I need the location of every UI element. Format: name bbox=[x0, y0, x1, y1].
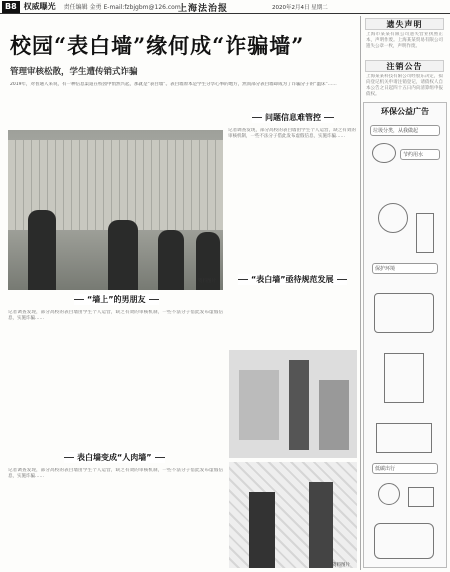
ad-doodle bbox=[416, 213, 434, 253]
section-heading: “墙上”的男朋友 bbox=[74, 294, 159, 305]
notice-text-lost: 上海市某某有限公司遗失营业执照正本，声明作废。上海某某贸易有限公司遗失公章一枚，声明作废。 bbox=[366, 32, 443, 49]
section-heading: “表白墙”亟待规范发展 bbox=[238, 274, 347, 285]
article-lead: 2019年，对普通人来说，有一种信息渠道在校园中悄然兴起，那就是“表白墙”。表白墙原本是学生分享心事的地方，然而部分表白墙却成为了诈骗分子的“温床”…… bbox=[10, 82, 337, 87]
masthead: 上海法治报 bbox=[178, 4, 229, 14]
issue-date: 2020年2月4日 星期二 bbox=[272, 5, 328, 11]
ad-doodle bbox=[372, 143, 396, 163]
ad-note: 垃圾分类，从我做起 bbox=[370, 125, 440, 136]
photo-figure bbox=[28, 210, 56, 290]
ad-doodle bbox=[378, 483, 400, 505]
body-text: 记者调查发现，部分高校的表白墙由学生个人运营，缺乏有效的审核机制，一些不法分子借此发布虚假信息，实施诈骗…… bbox=[8, 468, 223, 480]
ad-doodle bbox=[374, 293, 434, 333]
photo-figure bbox=[108, 220, 138, 290]
notice-text-cancel: 上海某某科技有限公司经股东决定，拟向登记机关申请注销登记，请债权人自本公告之日起四十五日内向清算组申报债权。 bbox=[366, 74, 443, 97]
editor-line: 责任编辑 金勇 E-mail:fzbjgbm@126.com bbox=[63, 4, 181, 11]
ad-title: 环保公益广告 bbox=[381, 107, 429, 116]
main-article bbox=[2, 16, 358, 570]
photo-caption: 资料图片 bbox=[198, 279, 216, 284]
ad-note: 节约用水 bbox=[400, 149, 440, 160]
ad-doodle bbox=[408, 487, 434, 507]
section-name: 权威曝光 bbox=[23, 2, 56, 11]
notice-title-cancel: 注销公告 bbox=[365, 60, 444, 72]
article-title: 校园“表白墙”缘何成“诈骗墙” bbox=[10, 33, 305, 58]
photo-figure bbox=[158, 230, 184, 290]
ad-note: 低碳出行 bbox=[372, 463, 438, 474]
ad-note: 保护环境 bbox=[372, 263, 438, 274]
photo-street-booth bbox=[229, 350, 357, 458]
section-heading: 表白墙变成“人肉墙” bbox=[64, 452, 165, 463]
body-text: 记者调查发现，部分高校的表白墙由学生个人运营，缺乏有效的审核机制，一些不法分子借此发布虚假信息，实施诈骗…… bbox=[8, 310, 223, 322]
body-text: 记者调查发现，部分高校的表白墙由学生个人运营，缺乏有效的审核机制，一些不法分子借此发布虚假信息，实施诈骗…… bbox=[228, 128, 356, 140]
ad-doodle bbox=[376, 423, 432, 453]
ad-doodle bbox=[384, 353, 424, 403]
photo-writing-wall bbox=[229, 462, 357, 568]
page-number: B8 bbox=[2, 1, 20, 13]
section-heading: 问题信息难管控 bbox=[252, 112, 334, 123]
ad-doodle bbox=[378, 203, 408, 233]
eco-ad bbox=[363, 102, 447, 568]
ad-doodle bbox=[374, 523, 434, 559]
notice-title-lost: 遗失声明 bbox=[365, 18, 444, 30]
page-header bbox=[0, 0, 450, 14]
lead-photo bbox=[8, 130, 223, 290]
sidebar bbox=[360, 16, 448, 570]
photo-caption: 资料图片 bbox=[332, 563, 350, 568]
article-subtitle: 管理审核松散，学生遭传销式诈骗 bbox=[10, 67, 138, 77]
